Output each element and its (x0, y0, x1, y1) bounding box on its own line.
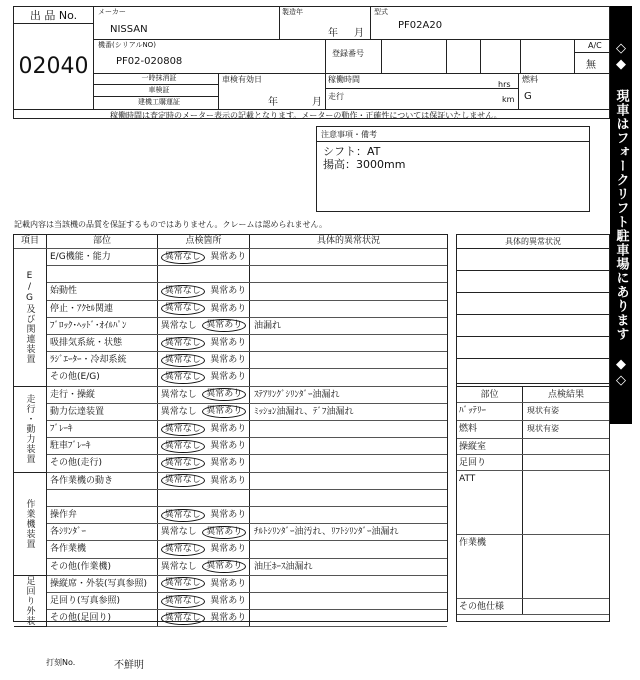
right-row (457, 421, 609, 439)
check-cell[interactable] (158, 473, 250, 489)
check-cell[interactable] (158, 352, 250, 368)
check-cell[interactable] (158, 369, 250, 385)
model-label: 型式 (374, 8, 388, 16)
part-label: 動力伝達装置 (47, 404, 158, 420)
detail-cell (250, 369, 447, 385)
normal-option[interactable]: 異常なし (161, 595, 205, 608)
detail-cell (250, 421, 447, 437)
fuel-label: 燃料 (522, 75, 538, 84)
normal-option[interactable]: 異常なし (161, 577, 205, 590)
model-value: PF02A20 (398, 20, 443, 31)
right-result (523, 599, 609, 614)
detail-cell: ﾐｯｼｮﾝ油漏れ、ﾃﾞﾌ油漏れ (254, 406, 354, 417)
detail-cell (250, 490, 447, 506)
right-part: 操縦室 (457, 439, 523, 454)
table-row (47, 352, 447, 369)
check-cell[interactable] (158, 559, 250, 575)
right-part: 燃料 (457, 421, 523, 438)
right-result (523, 471, 609, 534)
part-label: ﾌﾞﾛｯｸ･ﾍｯﾄﾞ･ｵｲﾙﾊﾟﾝ (47, 318, 158, 334)
right-part: ATT (457, 471, 523, 534)
detail-cell: ｽﾃｱﾘﾝｸﾞｼﾘﾝﾀﾞｰ油漏れ (254, 389, 340, 400)
normal-option[interactable]: 異常なし (161, 354, 205, 367)
right-result (523, 439, 609, 454)
detail-cell (250, 576, 447, 592)
notes-line-2: 揚高：3000mm (323, 158, 406, 171)
detail-cell (250, 507, 447, 523)
side-banner (610, 6, 632, 424)
group-label (14, 249, 47, 387)
table-header (14, 235, 447, 249)
right-row (457, 599, 609, 615)
right-result (523, 535, 609, 598)
normal-option[interactable]: 異常なし (161, 440, 205, 453)
normal-option[interactable]: 異常なし (161, 543, 205, 556)
normal-option[interactable]: 異常なし (161, 285, 205, 298)
part-label: その他(作業機) (47, 559, 158, 575)
check-cell[interactable] (158, 490, 250, 506)
fuel-value: G (524, 91, 532, 102)
detail-cell: ﾁﾙﾄｼﾘﾝﾀﾞｰ油汚れ、ﾘﾌﾄｼﾘﾝﾀﾞｰ油漏れ (254, 527, 399, 538)
normal-option[interactable]: 異常なし (161, 371, 205, 384)
abnormal-option[interactable]: 異常あり (210, 458, 247, 469)
part-label: 操作弁 (47, 507, 158, 523)
right-h-part: 部位 (457, 387, 523, 402)
detail-cell (250, 249, 447, 265)
right-part: その他仕様 (457, 599, 523, 614)
table-row (47, 369, 447, 386)
normal-option[interactable]: 異常なし (161, 457, 205, 470)
normal-option[interactable]: 異常なし (160, 406, 197, 417)
lot-number: 02040 (14, 24, 94, 109)
part-label: 停止・ｱｸｾﾙ関連 (47, 301, 158, 317)
group-name: E/G及び関連装置 (24, 270, 35, 364)
abnormal-option[interactable]: 異常あり (210, 355, 247, 366)
right-part: 作業機 (457, 535, 523, 598)
detail-cell (250, 593, 447, 609)
table-row (47, 559, 447, 576)
serial-value: PF02-020808 (116, 56, 183, 67)
km-unit: km (502, 95, 515, 104)
right-row (457, 455, 609, 471)
part-label: その他(走行) (47, 455, 158, 471)
detail-cell (250, 301, 447, 317)
group-name: 足回り外装 (24, 576, 35, 627)
notes-title: 注意事項・備考 (317, 127, 589, 142)
part-label: 吸排気系統・状態 (47, 335, 158, 351)
detail-cell (250, 438, 447, 454)
check-cell[interactable] (158, 455, 250, 471)
ac-label: A/C (588, 41, 602, 50)
part-label: 操縦席・外装(写真参照) (47, 576, 158, 592)
normal-option[interactable]: 異常なし (161, 509, 205, 522)
year-label: 製造年 (282, 8, 303, 16)
right-part: 足回り (457, 455, 523, 470)
normal-option[interactable]: 異常なし (161, 474, 205, 487)
table-row (47, 387, 447, 404)
notes-line-1: シフト：AT (323, 145, 381, 158)
abnormal-option[interactable]: 異常あり (210, 510, 247, 521)
detail-cell (250, 335, 447, 351)
right-row (457, 471, 609, 535)
table-row (47, 541, 447, 558)
detail-cell (250, 283, 447, 299)
abnormal-option[interactable]: 異常あり (210, 303, 247, 314)
table-row (47, 421, 447, 438)
inspect-month: 月 (312, 97, 322, 108)
inspect-label: 車検有効日 (222, 75, 262, 84)
abnormal-option[interactable]: 異常あり (210, 578, 247, 589)
abnormal-option[interactable]: 異常あり (210, 613, 247, 624)
check-cell[interactable] (158, 283, 250, 299)
part-label: 各作業機 (47, 541, 158, 557)
part-label: その他(足回り) (47, 610, 158, 626)
abnormal-option[interactable]: 異常あり (210, 338, 247, 349)
group-name: 走行・動力装置 (24, 394, 35, 465)
normal-option[interactable]: 異常なし (160, 561, 197, 572)
table-row (47, 576, 447, 593)
table-row (47, 438, 447, 455)
vehicle-ins-cert: 建機工購運証 (138, 98, 180, 106)
check-cell[interactable] (158, 318, 250, 334)
table-row (47, 301, 447, 318)
notes-box (316, 126, 590, 212)
table-row (47, 335, 447, 352)
detail-cell (250, 541, 447, 557)
inspect-year: 年 (268, 97, 278, 108)
part-label: 駐車ﾌﾞﾚｰｷ (47, 438, 158, 454)
abnormal-option[interactable]: 異常あり (210, 424, 247, 435)
right-result: 現状有姿 (527, 406, 559, 415)
check-cell[interactable] (158, 541, 250, 557)
abnormal-option[interactable]: 異常あり (210, 252, 247, 263)
part-label: ﾌﾞﾚｰｷ (47, 421, 158, 437)
part-label (47, 266, 158, 282)
h-detail: 具体的異常状況 (316, 236, 380, 246)
right-row (457, 403, 609, 421)
check-cell[interactable] (158, 387, 250, 403)
reg-label: 登録番号 (332, 49, 364, 58)
check-cell[interactable] (158, 593, 250, 609)
part-label: ﾗｼﾞｴｰﾀｰ・冷却系統 (47, 352, 158, 368)
group-label (14, 473, 47, 576)
serial-label: 機番(シリアルNO) (98, 41, 156, 49)
part-label (47, 490, 158, 506)
abnormal-option[interactable]: 異常あり (210, 286, 247, 297)
normal-option[interactable]: 異常なし (161, 302, 205, 315)
h-part: 部位 (47, 235, 158, 248)
table-row (47, 507, 447, 524)
part-label: その他(E/G) (47, 369, 158, 385)
abnormal-option[interactable]: 異常あり (202, 405, 246, 418)
detail-cell: 油圧ﾎｰｽ油漏れ (254, 561, 313, 572)
right-header (457, 387, 609, 403)
table-row (47, 524, 447, 541)
part-label: 各ｼﾘﾝﾀﾞｰ (47, 524, 158, 540)
normal-option[interactable]: 異常なし (160, 320, 197, 331)
detail-cell (250, 352, 447, 368)
normal-option[interactable]: 異常なし (161, 612, 205, 625)
right-row (457, 535, 609, 599)
hours-label: 稼働時間 (328, 75, 360, 84)
hours-unit: hrs (498, 80, 511, 89)
disclaimer: 記載内容は当該機の品質を保証するものではありません。クレームは認められません。 (14, 220, 327, 229)
check-cell[interactable] (158, 610, 250, 626)
right-h-detail: 具体的異常状況 (457, 235, 609, 249)
detail-cell (250, 266, 447, 282)
normal-option[interactable]: 異常なし (161, 337, 205, 350)
inspection-table (13, 234, 448, 627)
part-label: 各作業機の動き (47, 473, 158, 489)
check-cell[interactable] (158, 404, 250, 420)
table-row (47, 610, 447, 627)
group-name: 作業機装置 (24, 498, 35, 549)
table-row (47, 318, 447, 335)
engrave-value: 不鮮明 (114, 660, 144, 671)
abnormal-option[interactable]: 異常あり (202, 526, 246, 539)
check-cell[interactable] (158, 507, 250, 523)
detail-cell (250, 610, 447, 626)
hours-note: 稼働時間は査定時のメーター表示の記載となります。メーターの動作・正確性については保証いたしません。 (110, 111, 502, 120)
detail-cell: 油漏れ (254, 320, 282, 331)
table-row (47, 455, 447, 472)
check-cell[interactable] (158, 249, 250, 265)
right-result: 現状有姿 (527, 424, 559, 433)
h-item: 項目 (14, 235, 47, 248)
abnormal-option[interactable]: 異常あり (202, 388, 246, 401)
engrave-label: 打刻No. (46, 658, 76, 667)
right-table (456, 234, 610, 622)
normal-option[interactable]: 異常なし (160, 527, 197, 538)
check-cell[interactable] (158, 576, 250, 592)
table-row (47, 473, 447, 490)
temp-permit: 一時抹消証 (141, 74, 177, 82)
vehicle-inspect: 車検証 (148, 86, 170, 94)
check-cell[interactable] (158, 524, 250, 540)
abnormal-option[interactable]: 異常あり (210, 475, 247, 486)
right-h-result: 点検結果 (547, 390, 584, 400)
group-label (14, 387, 47, 473)
check-cell[interactable] (158, 421, 250, 437)
part-label: 足回り(写真参照) (47, 593, 158, 609)
maker-value: NISSAN (110, 24, 148, 35)
right-row (457, 439, 609, 455)
right-result (523, 455, 609, 470)
run-label: 走行 (328, 92, 344, 101)
ac-value: 無 (586, 60, 596, 71)
maker-label: メーカー (98, 8, 126, 16)
table-row (47, 283, 447, 300)
part-label: E/G機能・能力 (47, 249, 158, 265)
h-check: 点検箇所 (158, 235, 250, 248)
table-row (47, 490, 447, 507)
abnormal-option[interactable]: 異常あり (210, 596, 247, 607)
check-cell[interactable] (158, 335, 250, 351)
table-row (47, 266, 447, 283)
abnormal-option[interactable]: 異常あり (210, 372, 247, 383)
abnormal-option[interactable]: 異常あり (202, 560, 246, 573)
lot-label: 出 品 No. (14, 7, 94, 24)
abnormal-option[interactable]: 異常あり (202, 319, 246, 332)
table-row (47, 404, 447, 421)
year-unit: 年 (328, 28, 338, 39)
detail-cell (250, 455, 447, 471)
check-cell[interactable] (158, 301, 250, 317)
normal-option[interactable]: 異常なし (161, 251, 205, 264)
right-part: ﾊﾞｯﾃﾘｰ (457, 403, 523, 420)
part-label: 始動性 (47, 283, 158, 299)
side-banner-text: ◇◆ 現車はフォークリフト駐車場にあります ◆◇ (613, 41, 629, 389)
abnormal-option[interactable]: 異常あり (210, 441, 247, 452)
normal-option[interactable]: 異常なし (160, 389, 197, 400)
part-label: 走行・操縦 (47, 387, 158, 403)
detail-cell (250, 473, 447, 489)
abnormal-option[interactable]: 異常あり (210, 544, 247, 555)
month-unit: 月 (354, 28, 364, 39)
table-row (47, 249, 447, 266)
check-cell[interactable] (158, 266, 250, 282)
table-row (47, 593, 447, 610)
group-label (14, 576, 47, 628)
normal-option[interactable]: 異常なし (161, 423, 205, 436)
check-cell[interactable] (158, 438, 250, 454)
